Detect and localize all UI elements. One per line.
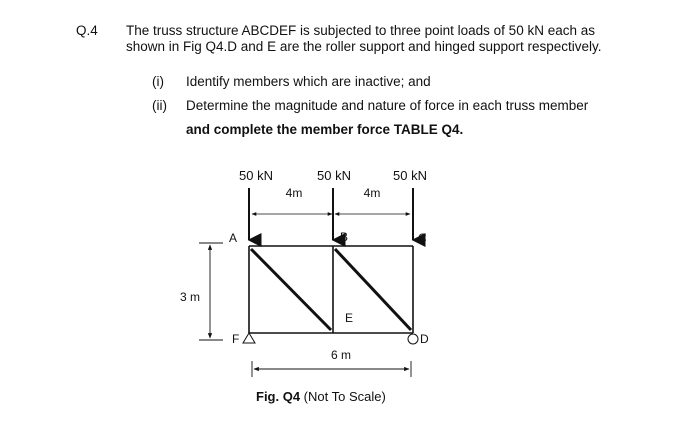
node-label-b: B xyxy=(340,230,349,244)
question-intro-line-1: The truss structure ABCDEF is subjected to three point loads of 50 kN each as xyxy=(126,23,595,38)
node-label-f: F xyxy=(232,332,240,346)
item-2-text: Determine the magnitude and nature of force in each truss member xyxy=(186,98,589,113)
node-label-e: E xyxy=(345,311,354,325)
truss-diagonals xyxy=(251,249,411,330)
node-label-d: D xyxy=(420,332,429,346)
question-intro-line-2: shown in Fig Q4.D and E are the roller support and hinged support respectively. xyxy=(126,39,602,54)
caption-bold: Fig. Q4 xyxy=(256,389,301,404)
spacing-label-bc: 4m xyxy=(363,186,381,200)
roller-support-d xyxy=(408,334,418,344)
item-2-number: (ii) xyxy=(152,98,167,113)
figure-caption xyxy=(256,389,386,404)
node-label-a: A xyxy=(229,231,238,245)
caption-rest: (Not To Scale) xyxy=(300,389,386,404)
span-dimension xyxy=(252,361,411,377)
question-number: Q.4 xyxy=(76,23,98,38)
hinge-support-f xyxy=(243,333,255,343)
load-label-c: 50 kN xyxy=(393,168,427,183)
item-1-text: Identify members which are inactive; and xyxy=(186,74,431,89)
load-label-a: 50 kN xyxy=(239,168,273,183)
load-label-b: 50 kN xyxy=(317,168,351,183)
node-label-c: C xyxy=(418,231,427,245)
height-label: 3 m xyxy=(179,290,201,304)
spacing-label-ab: 4m xyxy=(285,186,303,200)
item-1-number: (i) xyxy=(152,74,164,89)
span-label: 6 m xyxy=(330,348,352,362)
height-dimension xyxy=(199,243,223,340)
truss-members xyxy=(249,246,413,333)
item-2-text-bold: and complete the member force TABLE Q4. xyxy=(186,122,464,137)
